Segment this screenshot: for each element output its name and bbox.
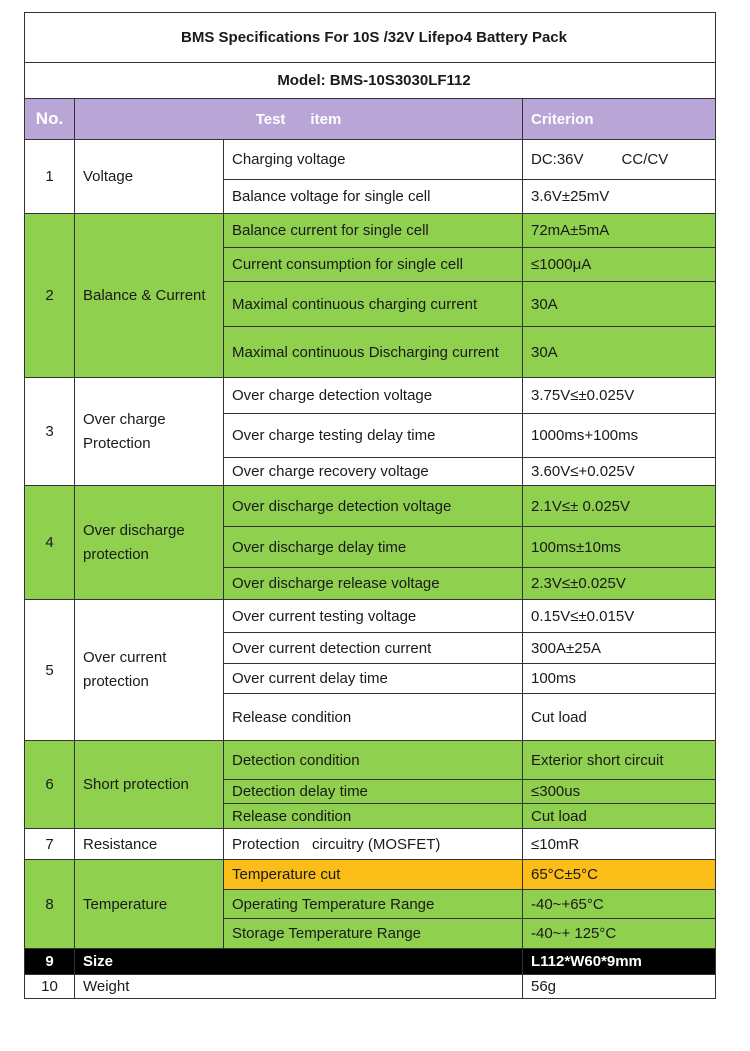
item-value: Cut load	[523, 694, 716, 741]
table-row	[25, 378, 716, 414]
item-value: ≤10mR	[523, 829, 716, 860]
item-name: Over discharge detection voltage	[224, 486, 523, 527]
table-row	[25, 486, 716, 527]
row-number: 3	[25, 378, 75, 486]
row-category: Resistance	[75, 829, 224, 860]
item-name: Over charge testing delay time	[224, 414, 523, 458]
row-number: 1	[25, 140, 75, 214]
row-category: Temperature	[75, 860, 224, 949]
item-value: 2.1V≤± 0.025V	[523, 486, 716, 527]
header-no: No.	[25, 99, 75, 140]
item-name: Over current delay time	[224, 664, 523, 694]
item-value: -40~+ 125°C	[523, 919, 716, 949]
item-value: 56g	[523, 975, 716, 999]
row-number: 7	[25, 829, 75, 860]
row-category: Voltage	[75, 140, 224, 214]
item-name: Detection delay time	[224, 780, 523, 804]
table-row	[25, 741, 716, 780]
item-value: Cut load	[523, 804, 716, 829]
item-name: Charging voltage	[224, 140, 523, 180]
header-criterion: Criterion	[523, 99, 716, 140]
item-value: 0.15V≤±0.015V	[523, 600, 716, 633]
item-name: Maximal continuous charging current	[224, 282, 523, 327]
title-row	[25, 13, 716, 63]
item-name: Operating Temperature Range	[224, 890, 523, 919]
item-name: Over charge detection voltage	[224, 378, 523, 414]
item-name: Over current testing voltage	[224, 600, 523, 633]
item-value: ≤1000μA	[523, 248, 716, 282]
bms-spec-table	[24, 12, 716, 999]
row-number: 10	[25, 975, 75, 999]
item-value: 65°C±5°C	[523, 860, 716, 890]
row-category: Short protection	[75, 741, 224, 829]
table-row	[25, 975, 716, 999]
item-name: Over current detection current	[224, 633, 523, 664]
item-value-secondary: CC/CV	[621, 151, 669, 168]
row-number: 2	[25, 214, 75, 378]
row-category: Over charge Protection	[75, 378, 224, 486]
item-value: 72mA±5mA	[523, 214, 716, 248]
row-number: 9	[25, 949, 75, 975]
item-name: Protection circuitry (MOSFET)	[224, 829, 523, 860]
item-value-primary: DC:36V	[531, 151, 584, 168]
table-title: BMS Specifications For 10S /32V Lifepo4 Battery Pack	[25, 13, 716, 63]
item-value: 30A	[523, 282, 716, 327]
item-name: Over discharge release voltage	[224, 568, 523, 600]
item-value: 3.75V≤±0.025V	[523, 378, 716, 414]
row-category: Balance & Current	[75, 214, 224, 378]
row-category: Over current protection	[75, 600, 224, 741]
item-name: Current consumption for single cell	[224, 248, 523, 282]
item-value: 1000ms+100ms	[523, 414, 716, 458]
item-name: Balance current for single cell	[224, 214, 523, 248]
item-value: -40~+65°C	[523, 890, 716, 919]
row-number: 5	[25, 600, 75, 741]
item-value: L112*W60*9mm	[523, 949, 716, 975]
item-value: 3.6V±25mV	[523, 180, 716, 214]
item-value: 2.3V≤±0.025V	[523, 568, 716, 600]
header-row	[25, 99, 716, 140]
item-name: Maximal continuous Discharging current	[224, 327, 523, 378]
item-value: 100ms±10ms	[523, 527, 716, 568]
item-value	[523, 140, 716, 180]
table-row	[25, 860, 716, 890]
row-number: 8	[25, 860, 75, 949]
item-value: 30A	[523, 327, 716, 378]
table-row	[25, 140, 716, 180]
item-value: 300A±25A	[523, 633, 716, 664]
table-row	[25, 214, 716, 248]
table-row	[25, 829, 716, 860]
item-value: 100ms	[523, 664, 716, 694]
header-test-item: Test item	[75, 99, 523, 140]
item-name: Over discharge delay time	[224, 527, 523, 568]
item-name: Over charge recovery voltage	[224, 458, 523, 486]
row-number: 4	[25, 486, 75, 600]
item-value: ≤300us	[523, 780, 716, 804]
item-value: 3.60V≤+0.025V	[523, 458, 716, 486]
item-name: Storage Temperature Range	[224, 919, 523, 949]
model-label: Model: BMS-10S3030LF112	[25, 63, 716, 99]
row-number: 6	[25, 741, 75, 829]
item-name: Release condition	[224, 804, 523, 829]
table-row	[25, 600, 716, 633]
item-name: Balance voltage for single cell	[224, 180, 523, 214]
row-category: Weight	[75, 975, 523, 999]
item-name: Release condition	[224, 694, 523, 741]
item-value: Exterior short circuit	[523, 741, 716, 780]
item-name: Detection condition	[224, 741, 523, 780]
row-category: Over discharge protection	[75, 486, 224, 600]
item-name: Temperature cut	[224, 860, 523, 890]
model-row	[25, 63, 716, 99]
row-category: Size	[75, 949, 523, 975]
table-row	[25, 949, 716, 975]
